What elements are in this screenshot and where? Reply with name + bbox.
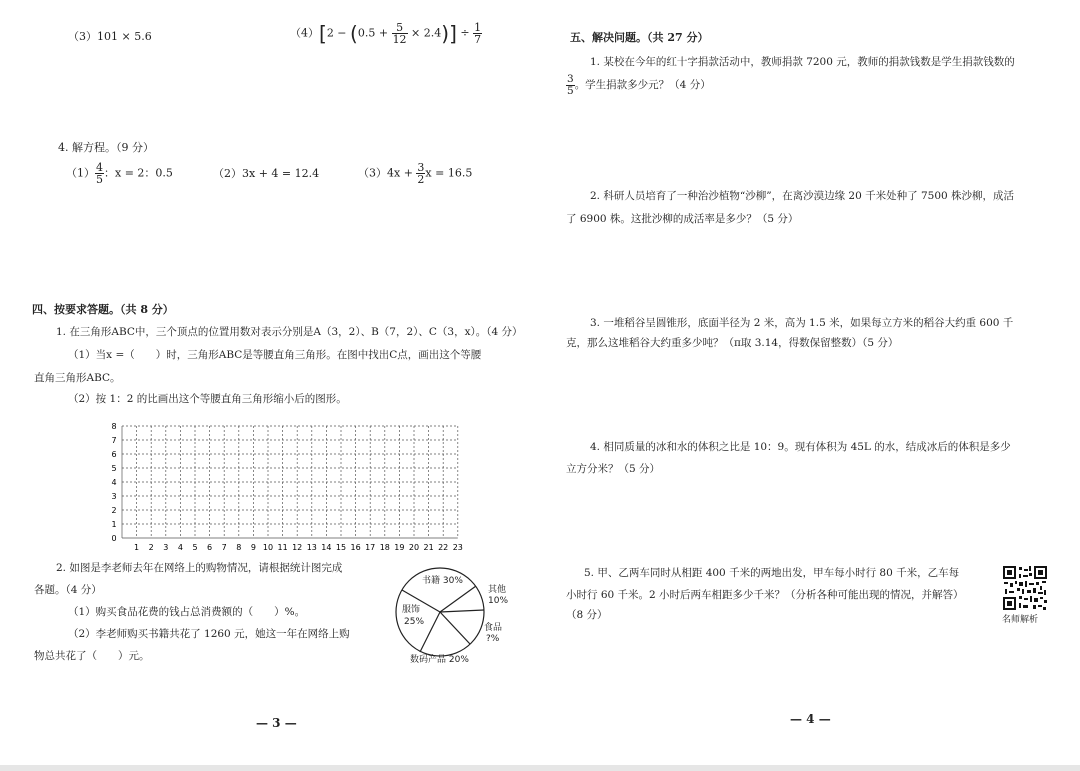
page-number-3: — 3 — bbox=[256, 716, 297, 730]
grid-x-label: 14 bbox=[321, 543, 332, 552]
grid-x-label: 22 bbox=[438, 543, 449, 552]
grid-x-label: 13 bbox=[306, 543, 317, 552]
grid-x-label: 21 bbox=[423, 543, 434, 552]
pie-label-clothes-pct: 25% bbox=[404, 617, 425, 627]
calc-problem-4 bbox=[290, 22, 482, 45]
page-number-4: — 4 — bbox=[790, 712, 831, 726]
coordinate-grid-svg bbox=[100, 418, 463, 558]
s5-q2-line2: 了 6900 株。这批沙柳的成活率是多少？（5 分） bbox=[566, 213, 799, 225]
equation-1 bbox=[66, 162, 173, 185]
grid-x-label: 5 bbox=[192, 543, 198, 552]
grid-x-label: 17 bbox=[365, 543, 376, 552]
s5-q3-line1: 3. 一堆稻谷呈圆锥形，底面半径为 2 米，高为 1.5 米，如果每立方米的稻谷大约重 600 千 bbox=[590, 317, 1014, 329]
calc-problem-4-part-a: 2 − bbox=[326, 26, 351, 40]
s4-q1-line4: （2）按 1：2 的比画出这个等腰直角三角形缩小后的图形。 bbox=[68, 393, 347, 405]
s4-q2-line5: 物总共花了（ ）元。 bbox=[34, 650, 150, 662]
grid-x-label: 19 bbox=[394, 543, 405, 552]
grid-x-label: 15 bbox=[335, 543, 347, 552]
grid-x-label: 3 bbox=[163, 543, 169, 552]
pie-label-digital: 数码产品 20% bbox=[410, 655, 469, 665]
grid-y-label: 2 bbox=[111, 506, 117, 515]
calc-problem-4-part-b: 0.5 + bbox=[357, 26, 392, 40]
s4-q2-line3: （1）购买食品花费的钱占总消费额的（ ）%。 bbox=[68, 606, 306, 618]
grid-y-label: 6 bbox=[111, 450, 117, 459]
grid-x-label: 2 bbox=[148, 543, 154, 552]
grid-x-label: 18 bbox=[379, 543, 390, 552]
fraction-4-5 bbox=[95, 162, 104, 185]
grid-x-label: 9 bbox=[250, 543, 256, 552]
fraction-5-12 bbox=[392, 22, 408, 45]
fraction-denominator: 5 bbox=[567, 84, 574, 97]
page-4 bbox=[540, 0, 1080, 771]
s5-q2-line1: 2. 科研人员培育了一种治沙植物“沙柳”，在离沙漠边缘 20 千米处种了 7500 株沙柳，成活 bbox=[590, 190, 1015, 202]
fraction-numerator: 5 bbox=[392, 22, 408, 34]
pie-divider bbox=[440, 612, 470, 644]
fraction-1-7 bbox=[473, 22, 482, 45]
s4-q2-line4: （2）李老师购买书籍共花了 1260 元，她这一年在网络上购 bbox=[68, 628, 350, 640]
s4-q1-line2: （1）当x =（ ）时，三角形ABC是等腰直角三角形。在图中找出C点，画出这个等腰 bbox=[68, 349, 482, 361]
grid-x-label: 6 bbox=[207, 543, 213, 552]
fraction-denominator: 12 bbox=[392, 33, 407, 46]
equation-1-prefix: （1） bbox=[66, 166, 95, 180]
fraction-numerator: 1 bbox=[474, 21, 482, 34]
grid-x-label: 10 bbox=[262, 543, 274, 552]
fraction-3-5 bbox=[566, 74, 575, 96]
s5-q5-line3: （8 分） bbox=[566, 609, 608, 621]
section-4-heading: 四、按要求答题。（共 8 分） bbox=[32, 303, 174, 316]
shopping-pie-chart bbox=[380, 562, 540, 672]
pie-label-other-pct: 10% bbox=[488, 596, 509, 606]
bottom-strip bbox=[0, 765, 1080, 771]
equation-3-rest: x = 16.5 bbox=[425, 166, 473, 180]
grid-y-label: 5 bbox=[111, 464, 117, 473]
grid-y-label: 7 bbox=[111, 436, 117, 445]
grid-y-label: 3 bbox=[111, 492, 117, 501]
s5-q5-line1: 5. 甲、乙两车同时从相距 400 千米的两地出发，甲车每小时行 80 千米，乙车每 bbox=[584, 567, 960, 579]
fraction-numerator: 3 bbox=[567, 73, 574, 85]
s5-q1-line2-text: 。学生捐款多少元？（4 分） bbox=[574, 79, 711, 91]
calc-problem-4-label: （4） bbox=[290, 26, 319, 40]
coordinate-grid[interactable] bbox=[100, 418, 463, 558]
fraction-denominator: 7 bbox=[474, 33, 482, 46]
pie-label-books: 书籍 30% bbox=[422, 576, 463, 586]
grid-x-label: 12 bbox=[292, 543, 303, 552]
pie-chart-svg bbox=[380, 562, 540, 672]
s5-q3-line2: 克，那么这堆稻谷大约重多少吨？（π取 3.14，得数保留整数）（5 分） bbox=[566, 337, 899, 349]
q4-heading: 4. 解方程。（9 分） bbox=[58, 141, 154, 154]
s5-q1-line2 bbox=[566, 74, 711, 96]
s5-q5-line2: 小时行 60 千米。2 小时后两车相距多少千米？（分析各种可能出现的情况，并解答） bbox=[566, 589, 964, 601]
grid-x-label: 4 bbox=[177, 543, 183, 552]
s5-q4-line2: 立方分米？（5 分） bbox=[566, 463, 661, 475]
grid-x-label: 23 bbox=[452, 543, 463, 552]
equation-3-prefix: （3）4x + bbox=[358, 166, 417, 180]
grid-x-label: 20 bbox=[408, 543, 420, 552]
grid-x-label: 7 bbox=[221, 543, 227, 552]
paren-close: ) bbox=[441, 21, 450, 46]
equation-2: （2）3x + 4 = 12.4 bbox=[213, 167, 320, 180]
calc-problem-3: （3）101 × 5.6 bbox=[68, 30, 152, 43]
grid-y-label: 0 bbox=[111, 534, 117, 543]
calc-problem-4-part-d: ÷ bbox=[456, 26, 474, 40]
fraction-numerator: 4 bbox=[96, 161, 103, 174]
grid-x-label: 1 bbox=[134, 543, 140, 552]
qr-code-svg bbox=[1002, 565, 1048, 611]
s5-q1-line1: 1. 某校在今年的红十字捐款活动中，教师捐款 7200 元，教师的捐款钱数是学生捐款钱数的 bbox=[590, 56, 1015, 68]
equation-1-rest: ：x = 2：0.5 bbox=[104, 166, 173, 180]
bracket-close: ] bbox=[449, 21, 457, 46]
s4-q2-line2: 各题。（4 分） bbox=[34, 584, 102, 596]
pie-divider bbox=[440, 586, 476, 612]
equation-3 bbox=[358, 162, 472, 185]
grid-x-label: 11 bbox=[277, 543, 288, 552]
fraction-denominator: 5 bbox=[96, 173, 103, 186]
qr-code-label: 名师解析 bbox=[1002, 615, 1039, 625]
grid-y-label: 1 bbox=[111, 520, 117, 529]
pie-label-food-name: 食品 bbox=[484, 623, 503, 633]
s4-q1-line3: 直角三角形ABC。 bbox=[34, 372, 121, 384]
pie-label-other-name: 其他 bbox=[488, 585, 507, 595]
calc-problem-4-part-c: × 2.4 bbox=[407, 26, 442, 40]
s4-q2-line1: 2. 如图是李老师去年在网络上的购物情况，请根据统计图完成 bbox=[56, 562, 343, 574]
s4-q1-line1: 1. 在三角形ABC中，三个顶点的位置用数对表示分别是A（3，2）、B（7，2）、C（3，x）。（4 分） bbox=[56, 326, 523, 338]
pie-divider bbox=[440, 610, 484, 612]
bracket-open: [ bbox=[319, 21, 327, 46]
paren-open: ( bbox=[350, 21, 358, 46]
qr-code-icon[interactable] bbox=[1002, 565, 1048, 611]
s5-q4-line1: 4. 相同质量的冰和水的体积之比是 10：9。现有体积为 45L 的水，结成冰后的体积是多少 bbox=[590, 441, 1011, 453]
section-5-heading: 五、解决问题。（共 27 分） bbox=[570, 31, 709, 44]
grid-x-label: 8 bbox=[236, 543, 242, 552]
grid-y-label: 4 bbox=[111, 478, 117, 487]
fraction-denominator: 2 bbox=[417, 173, 425, 186]
grid-y-label: 8 bbox=[111, 422, 117, 431]
pie-label-clothes-name: 服饰 bbox=[402, 605, 421, 615]
grid-x-label: 16 bbox=[350, 543, 361, 552]
fraction-numerator: 3 bbox=[417, 161, 425, 174]
pie-label-food-pct: ?% bbox=[486, 634, 500, 644]
